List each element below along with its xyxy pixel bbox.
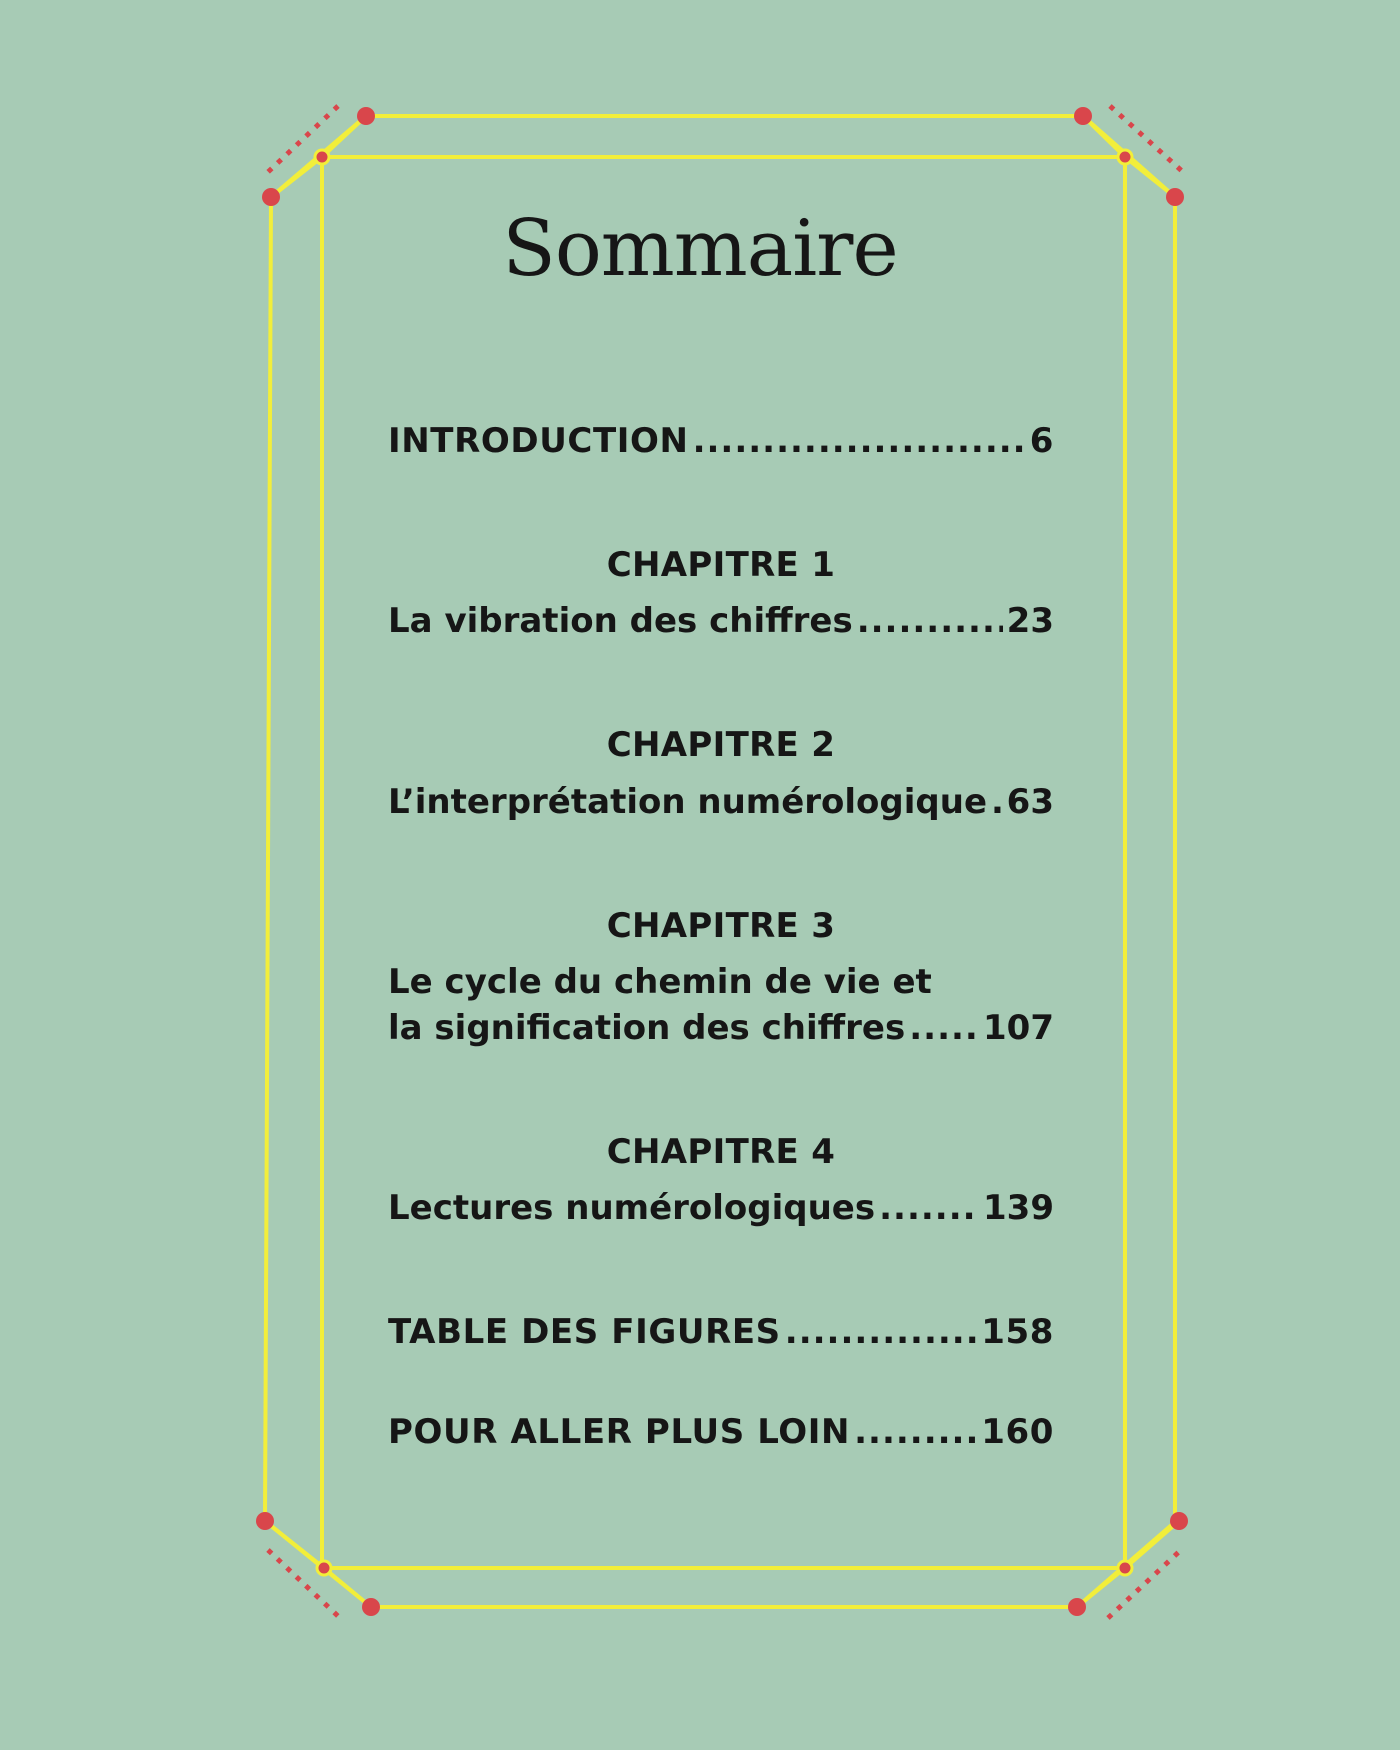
chapter-3-heading: CHAPITRE 3 xyxy=(606,906,836,946)
toc-entry-page: 160 xyxy=(981,1412,1054,1452)
frame-dot xyxy=(262,188,280,206)
toc-entry-page: 139 xyxy=(983,1188,1054,1228)
page-title: Sommaire xyxy=(502,204,898,294)
toc-entry-page: 158 xyxy=(981,1312,1054,1352)
frame-dot xyxy=(1170,1512,1188,1530)
toc-entry-chapter-1[interactable] xyxy=(388,601,1054,641)
chapter-2-heading: CHAPITRE 2 xyxy=(606,725,836,765)
toc-entry-label: L’interprétation numérologique xyxy=(388,782,988,822)
frame-outer-line xyxy=(265,116,1175,1607)
toc-entry-chapter-4[interactable] xyxy=(388,1188,1054,1228)
toc-entry-chapter-3[interactable] xyxy=(388,1008,1054,1048)
frame-joint-dot xyxy=(1118,150,1132,164)
toc-entry-label: INTRODUCTION xyxy=(388,421,689,461)
frame-joint-dot xyxy=(1118,1561,1132,1575)
frame-dot xyxy=(1166,188,1184,206)
corner-dots-bottom-left xyxy=(268,1550,340,1618)
toc-entry-label: la signification des chiffres xyxy=(388,1008,906,1048)
toc-entry-page: 107 xyxy=(983,1008,1054,1048)
frame-dot xyxy=(256,1512,274,1530)
toc-leader-dots xyxy=(909,1011,979,1045)
frame-inner-line xyxy=(322,157,1125,1568)
toc-entry-table-des-figures[interactable] xyxy=(388,1312,1054,1352)
toc-leader-dots xyxy=(991,785,1003,819)
corner-dots-bottom-right xyxy=(1108,1548,1183,1618)
toc-entry-page: 6 xyxy=(1029,421,1054,461)
toc-entry-label: La vibration des chiffres xyxy=(388,601,853,641)
toc-entry-chapter-3-line1[interactable]: Le cycle du chemin de vie et xyxy=(388,962,932,1002)
toc-leader-dots xyxy=(693,424,1026,458)
frame-joint-dot xyxy=(315,150,329,164)
frame-dot xyxy=(357,107,375,125)
toc-entry-label: Lectures numérologiques xyxy=(388,1188,876,1228)
toc-leader-dots xyxy=(785,1315,977,1349)
toc-leader-dots xyxy=(854,1415,977,1449)
toc-leader-dots xyxy=(857,604,1003,638)
toc-leader-dots xyxy=(879,1191,979,1225)
frame-dot xyxy=(362,1598,380,1616)
toc-entry-label: TABLE DES FIGURES xyxy=(388,1312,781,1352)
toc-entry-introduction[interactable] xyxy=(388,421,1054,461)
toc-entry-page: 23 xyxy=(1006,601,1054,641)
toc-entry-pour-aller-plus-loin[interactable] xyxy=(388,1412,1054,1452)
toc-entry-chapter-2[interactable] xyxy=(388,782,1054,822)
frame-dot xyxy=(1074,107,1092,125)
toc-entry-page: 63 xyxy=(1006,782,1054,822)
frame-dot xyxy=(1068,1598,1086,1616)
frame-joint-dot xyxy=(317,1561,331,1575)
chapter-1-heading: CHAPITRE 1 xyxy=(606,545,836,585)
toc-entry-label: POUR ALLER PLUS LOIN xyxy=(388,1412,851,1452)
chapter-4-heading: CHAPITRE 4 xyxy=(606,1132,836,1172)
